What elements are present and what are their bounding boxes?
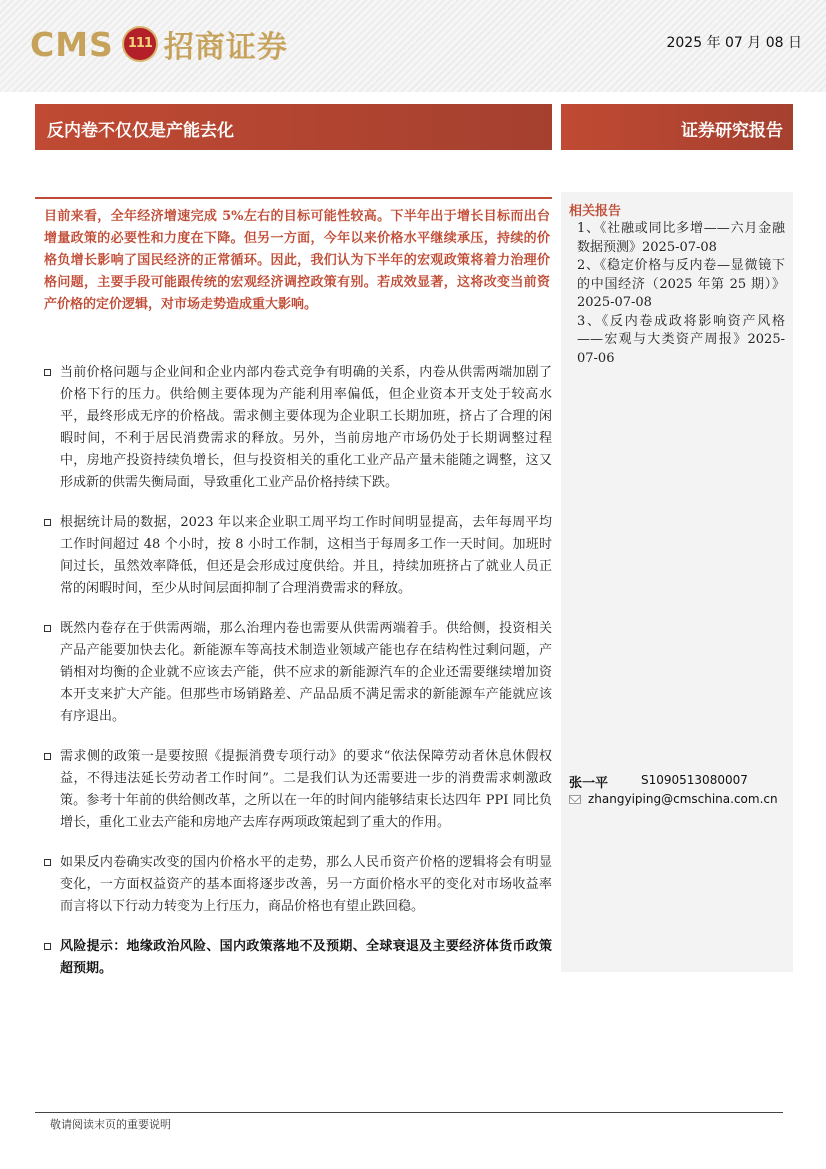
- risk-text: 风险提示：地缘政治风险、国内政策落地不及预期、全球衰退及主要经济体货币政策超预期。: [60, 939, 552, 976]
- analyst-license-id: S1090513080007: [641, 773, 748, 787]
- related-reports-list: [577, 220, 785, 368]
- logo-latin: CMS: [30, 24, 114, 64]
- footer-divider: [35, 1112, 783, 1113]
- analyst-email-link[interactable]: zhangyiping@cmschina.com.cn: [588, 792, 778, 806]
- bullet-box-icon: [44, 859, 51, 866]
- analyst-name: 张一平: [569, 776, 609, 791]
- summary-paragraph: 目前来看，全年经济增速完成 5%左右的目标可能性较高。下半年出于增长目标而出台增量政策的必要性和力度在下降。但另一方面，今年以来价格水平继续承压，持续的价格负增长影响了国民经济的正常循环。因此，我们认为下半年的宏观政策将着力治理价格问题，主要手段可能跟传统的宏观经济调控政策有别。若成效显著，这将改变当前资产价格的定价逻辑，对市场走势造成重大影响。: [44, 209, 550, 312]
- title-bar: [35, 104, 552, 150]
- sidebar: [561, 192, 793, 972]
- footer-disclaimer: 敬请阅读末页的重要说明: [50, 1118, 171, 1131]
- bullet-item: [44, 746, 552, 834]
- report-type: 证券研究报告: [681, 121, 783, 141]
- related-reports-title: 相关报告: [569, 204, 622, 219]
- bullet-text: 需求侧的政策一是要按照《提振消费专项行动》的要求“依法保障劳动者休息休假权益，不得违法延长劳动者工作时间”。二是我们认为还需要进一步的消费需求刺激政策。参考十年前的供给侧改革，之所以在一年的时间内能够结束长达四年 PPI 同比负增长，重化工业去产能和房地产去库存两项政策起到了重大的作用。: [60, 749, 552, 830]
- summary-divider: [35, 197, 552, 199]
- bullet-text: 既然内卷存在于供需两端，那么治理内卷也需要从供需两端着手。供给侧，投资相关产品产能要加快去化。新能源车等高技术制造业领域产能也存在结构性过剩问题，产销相对均衡的企业就不应该去产能，供不应求的新能源汽车的企业还需要继续增加资本开支来扩大产能。但那些市场销路差、产品品质不满足需求的新能源车产能就应该有序退出。: [60, 621, 552, 724]
- bullet-box-icon: [44, 519, 51, 526]
- bullet-box-icon: [44, 943, 51, 950]
- bullet-text: 如果反内卷确实改变的国内价格水平的走势，那么人民币资产价格的逻辑将会有明显变化，一方面权益资产的基本面将逐步改善，另一方面价格水平的变化对市场收益率而言将以下行动力转变为上行压力，商品价格也有望止跌回稳。: [60, 855, 552, 914]
- bullet-box-icon: [44, 369, 51, 376]
- bullet-item: [44, 362, 552, 494]
- bullet-text: 当前价格问题与企业间和企业内部内卷式竞争有明确的关系，内卷从供需两端加剧了价格下行的压力。供给侧主要体现为产能利用率偏低，但企业资本开支处于较高水平，最终形成无序的价格战。需求侧主要体现为企业职工长期加班，挤占了合理的闲暇时间，不利于居民消费需求的释放。另外，当前房地产市场仍处于长期调整过程中，房地产投资持续负增长，但与投资相关的重化工业产品产量未能随之调整，这又形成新的供需失衡局面，导致重化工业产品价格持续下跌。: [60, 365, 552, 490]
- report-date: 2025 年 07 月 08 日: [666, 35, 802, 51]
- logo-emblem-icon: 111: [122, 26, 158, 62]
- bullet-item: [44, 512, 552, 600]
- bullet-item: [44, 618, 552, 728]
- company-logo: [30, 22, 288, 66]
- related-report-link[interactable]: 3、《反内卷成政将影响资产风格——宏观与大类资产周报》2025-07-06: [577, 313, 785, 366]
- bullet-text: 根据统计局的数据，2023 年以来企业职工周平均工作时间明显提高，去年每周平均工作时间超过 48 个小时，按 8 小时工作制，这相当于每周多工作一天时间。加班时间过长，虽然效率降低，但还是会形成过度供给。并且，持续加班挤占了就业人员正常的闲暇时间，至少从时间层面抑制了合理消费需求的释放。: [60, 515, 552, 596]
- logo-chinese: 招商证券: [163, 30, 288, 65]
- bullet-item: [44, 852, 552, 918]
- related-report-link[interactable]: 1、《社融或同比多增——六月金融数据预测》2025-07-08: [577, 221, 785, 255]
- mail-icon: [569, 795, 581, 804]
- bullet-box-icon: [44, 625, 51, 632]
- related-report-link[interactable]: 2、《稳定价格与反内卷—显微镜下的中国经济（2025 年第 25 期）》2025-07-08: [577, 258, 785, 310]
- report-title: 反内卷不仅仅是产能去化: [47, 121, 234, 141]
- bullet-list: [44, 362, 552, 998]
- bullet-box-icon: [44, 753, 51, 760]
- report-type-bar: [561, 104, 793, 150]
- risk-warning: [44, 936, 552, 980]
